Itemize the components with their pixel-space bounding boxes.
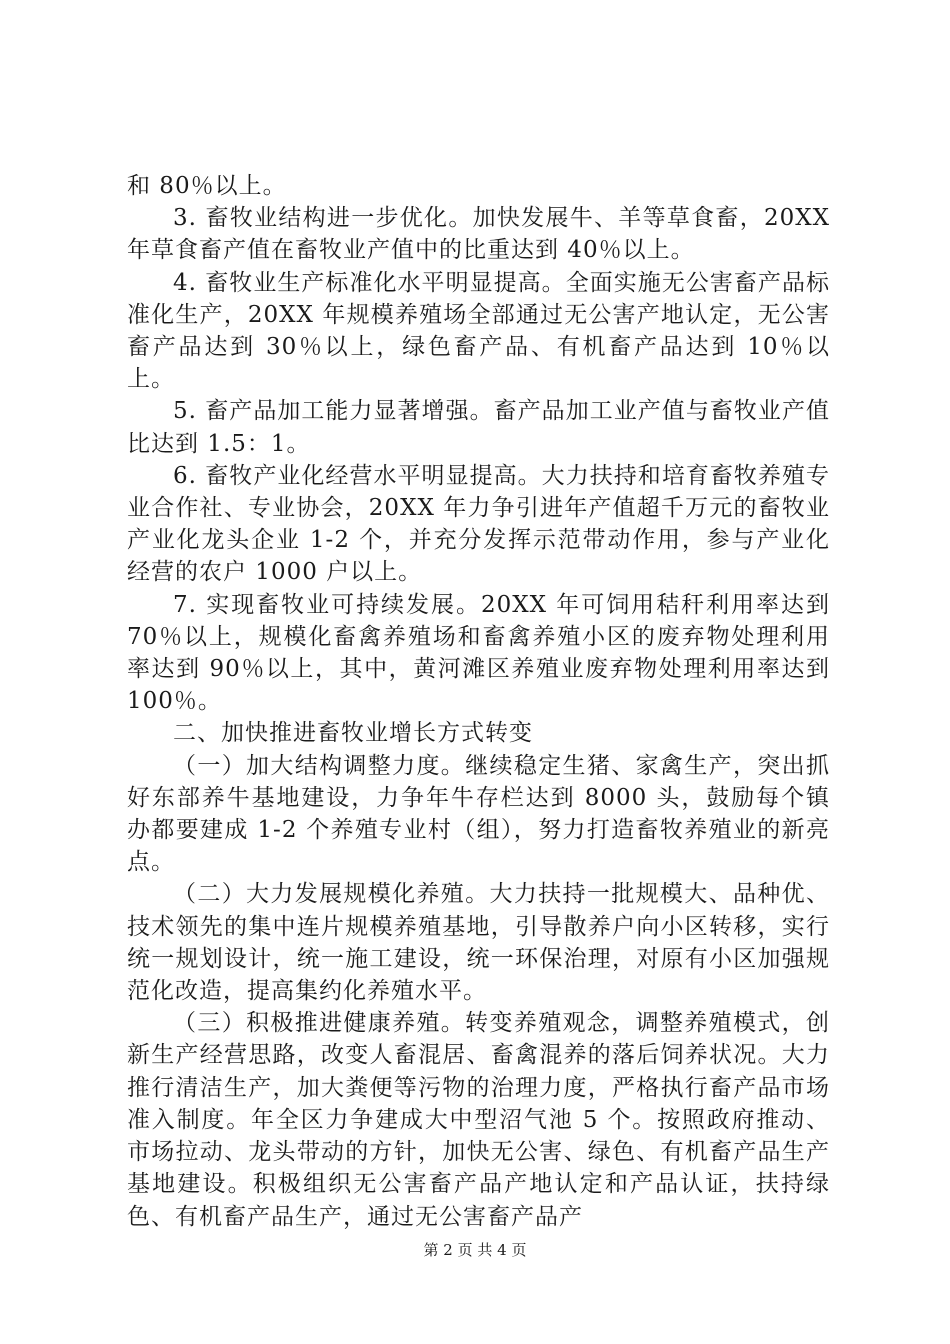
paragraph: 4. 畜牧业生产标准化水平明显提高。全面实施无公害畜产品标准化生产，20XX 年规模养殖场全部通过无公害产地认定，无公害畜产品达到 30％以上，绿色畜产品、有机畜产品达到 10％以上。 [127,269,830,393]
paragraph: 和 80％以上。 [127,173,287,199]
paragraph: （一）加大结构调整力度。继续稳定生猪、家禽生产，突出抓好东部养牛基地建设，力争年牛存栏达到 8000 头，鼓励每个镇办都要建成 1-2 个养殖专业村（组），努力打造畜牧养殖业的新亮点。 [127,752,830,876]
paragraph: （三）积极推进健康养殖。转变养殖观念，调整养殖模式，创新生产经营思路，改变人畜混居、畜禽混养的落后饲养状况。大力推行清洁生产，加大粪便等污物的治理力度，严格执行畜产品市场准入制度。年全区力争建成大中型沼气池 5 个。按照政府推动、市场拉动、龙头带动的方针，加快无公害、绿色、有机畜产品生产基地建设。积极组织无公害畜产品产地认定和产品认证，扶持绿色、有机畜产品生产，通过无公害畜产品产 [127,1010,830,1230]
paragraph: （二）大力发展规模化养殖。大力扶持一批规模大、品种优、技术领先的集中连片规模养殖基地，引导散养户向小区转移，实行统一规划设计，统一施工建设，统一环保治理，对原有小区加强规范化改造，提高集约化养殖水平。 [127,881,830,1005]
paragraph: 6. 畜牧产业化经营水平明显提高。大力扶持和培育畜牧养殖专业合作社、专业协会，20XX 年力争引进年产值超千万元的畜牧业产业化龙头企业 1-2 个，并充分发挥示范带动作用，参与产业化经营的农户 1000 户以上。 [127,462,830,586]
paragraph: 3. 畜牧业结构进一步优化。加快发展牛、羊等草食畜，20XX 年草食畜产值在畜牧业产值中的比重达到 40％以上。 [127,205,830,264]
paragraph: 5. 畜产品加工能力显著增强。畜产品加工业产值与畜牧业产值比达到 1.5：1。 [127,398,830,457]
paragraph: 7. 实现畜牧业可持续发展。20XX 年可饲用秸秆利用率达到 70％以上，规模化畜禽养殖场和畜禽养殖小区的废弃物处理利用率达到 90％以上，其中，黄河滩区养殖业废弃物处理利用率达到 100％。 [127,591,830,715]
document-body [127,170,830,1233]
section-heading: 二、加快推进畜牧业增长方式转变 [173,720,533,747]
page-number-footer: 第 2 页 共 4 页 [423,1241,527,1259]
